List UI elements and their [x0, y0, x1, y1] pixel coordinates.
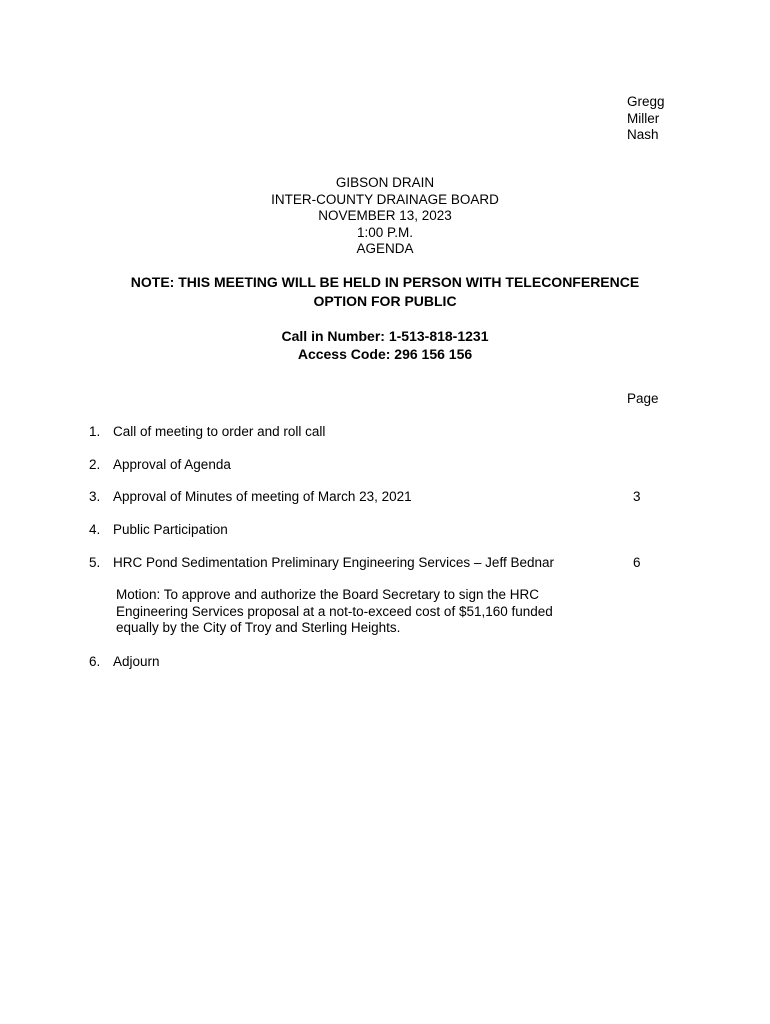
item-text: Adjourn: [113, 654, 160, 669]
item-text: Public Participation: [113, 522, 228, 537]
item-number: 6.: [89, 654, 101, 669]
teleconference-note: [0, 273, 770, 311]
agenda-header: [0, 175, 770, 258]
recipient-name: Nash: [627, 127, 659, 142]
board-name: INTER-COUNTY DRAINAGE BOARD: [271, 191, 499, 207]
agenda-item: [89, 489, 412, 506]
page-column-label: Page: [627, 391, 659, 406]
call-in-info: [0, 327, 770, 363]
agenda-item: [89, 555, 554, 572]
recipient-name: Gregg: [627, 94, 665, 109]
agenda-title: AGENDA: [356, 241, 414, 256]
item-page-number: 3: [633, 489, 641, 504]
motion-line: Engineering Services proposal at a not-to-exceed cost of $51,160 funded: [116, 603, 553, 619]
motion-text: [116, 587, 596, 637]
call-in-number: Call in Number: 1-513-818-1231: [281, 328, 489, 344]
agenda-item: [89, 424, 325, 441]
item-text: Approval of Minutes of meeting of March 23, 2021: [113, 489, 412, 504]
item-number: 3.: [89, 489, 101, 504]
recipient-name: Miller: [627, 110, 660, 126]
drain-name: GIBSON DRAIN: [335, 175, 435, 190]
item-text: Approval of Agenda: [113, 457, 231, 472]
note-line-2: OPTION FOR PUBLIC: [313, 293, 457, 309]
item-number: 2.: [89, 457, 101, 472]
item-text: Call of meeting to order and roll call: [113, 424, 326, 439]
motion-line: Motion: To approve and authorize the Board Secretary to sign the HRC: [116, 587, 539, 602]
item-number: 4.: [89, 522, 101, 537]
item-page-number: 6: [633, 555, 641, 570]
item-number: 1.: [89, 424, 101, 439]
agenda-item: [89, 522, 228, 539]
note-line-1: NOTE: THIS MEETING WILL BE HELD IN PERSON WITH TELECONFERENCE: [130, 274, 640, 290]
access-code: Access Code: 296 156 156: [297, 346, 473, 362]
meeting-date: NOVEMBER 13, 2023: [318, 208, 452, 223]
agenda-item: [89, 457, 231, 474]
recipient-names: [627, 94, 727, 144]
meeting-time: 1:00 P.M.: [356, 224, 414, 240]
item-text: HRC Pond Sedimentation Preliminary Engineering Services – Jeff Bednar: [113, 555, 554, 570]
item-number: 5.: [89, 555, 101, 570]
motion-line: equally by the City of Troy and Sterling Heights.: [116, 620, 401, 635]
agenda-item: [89, 654, 160, 671]
